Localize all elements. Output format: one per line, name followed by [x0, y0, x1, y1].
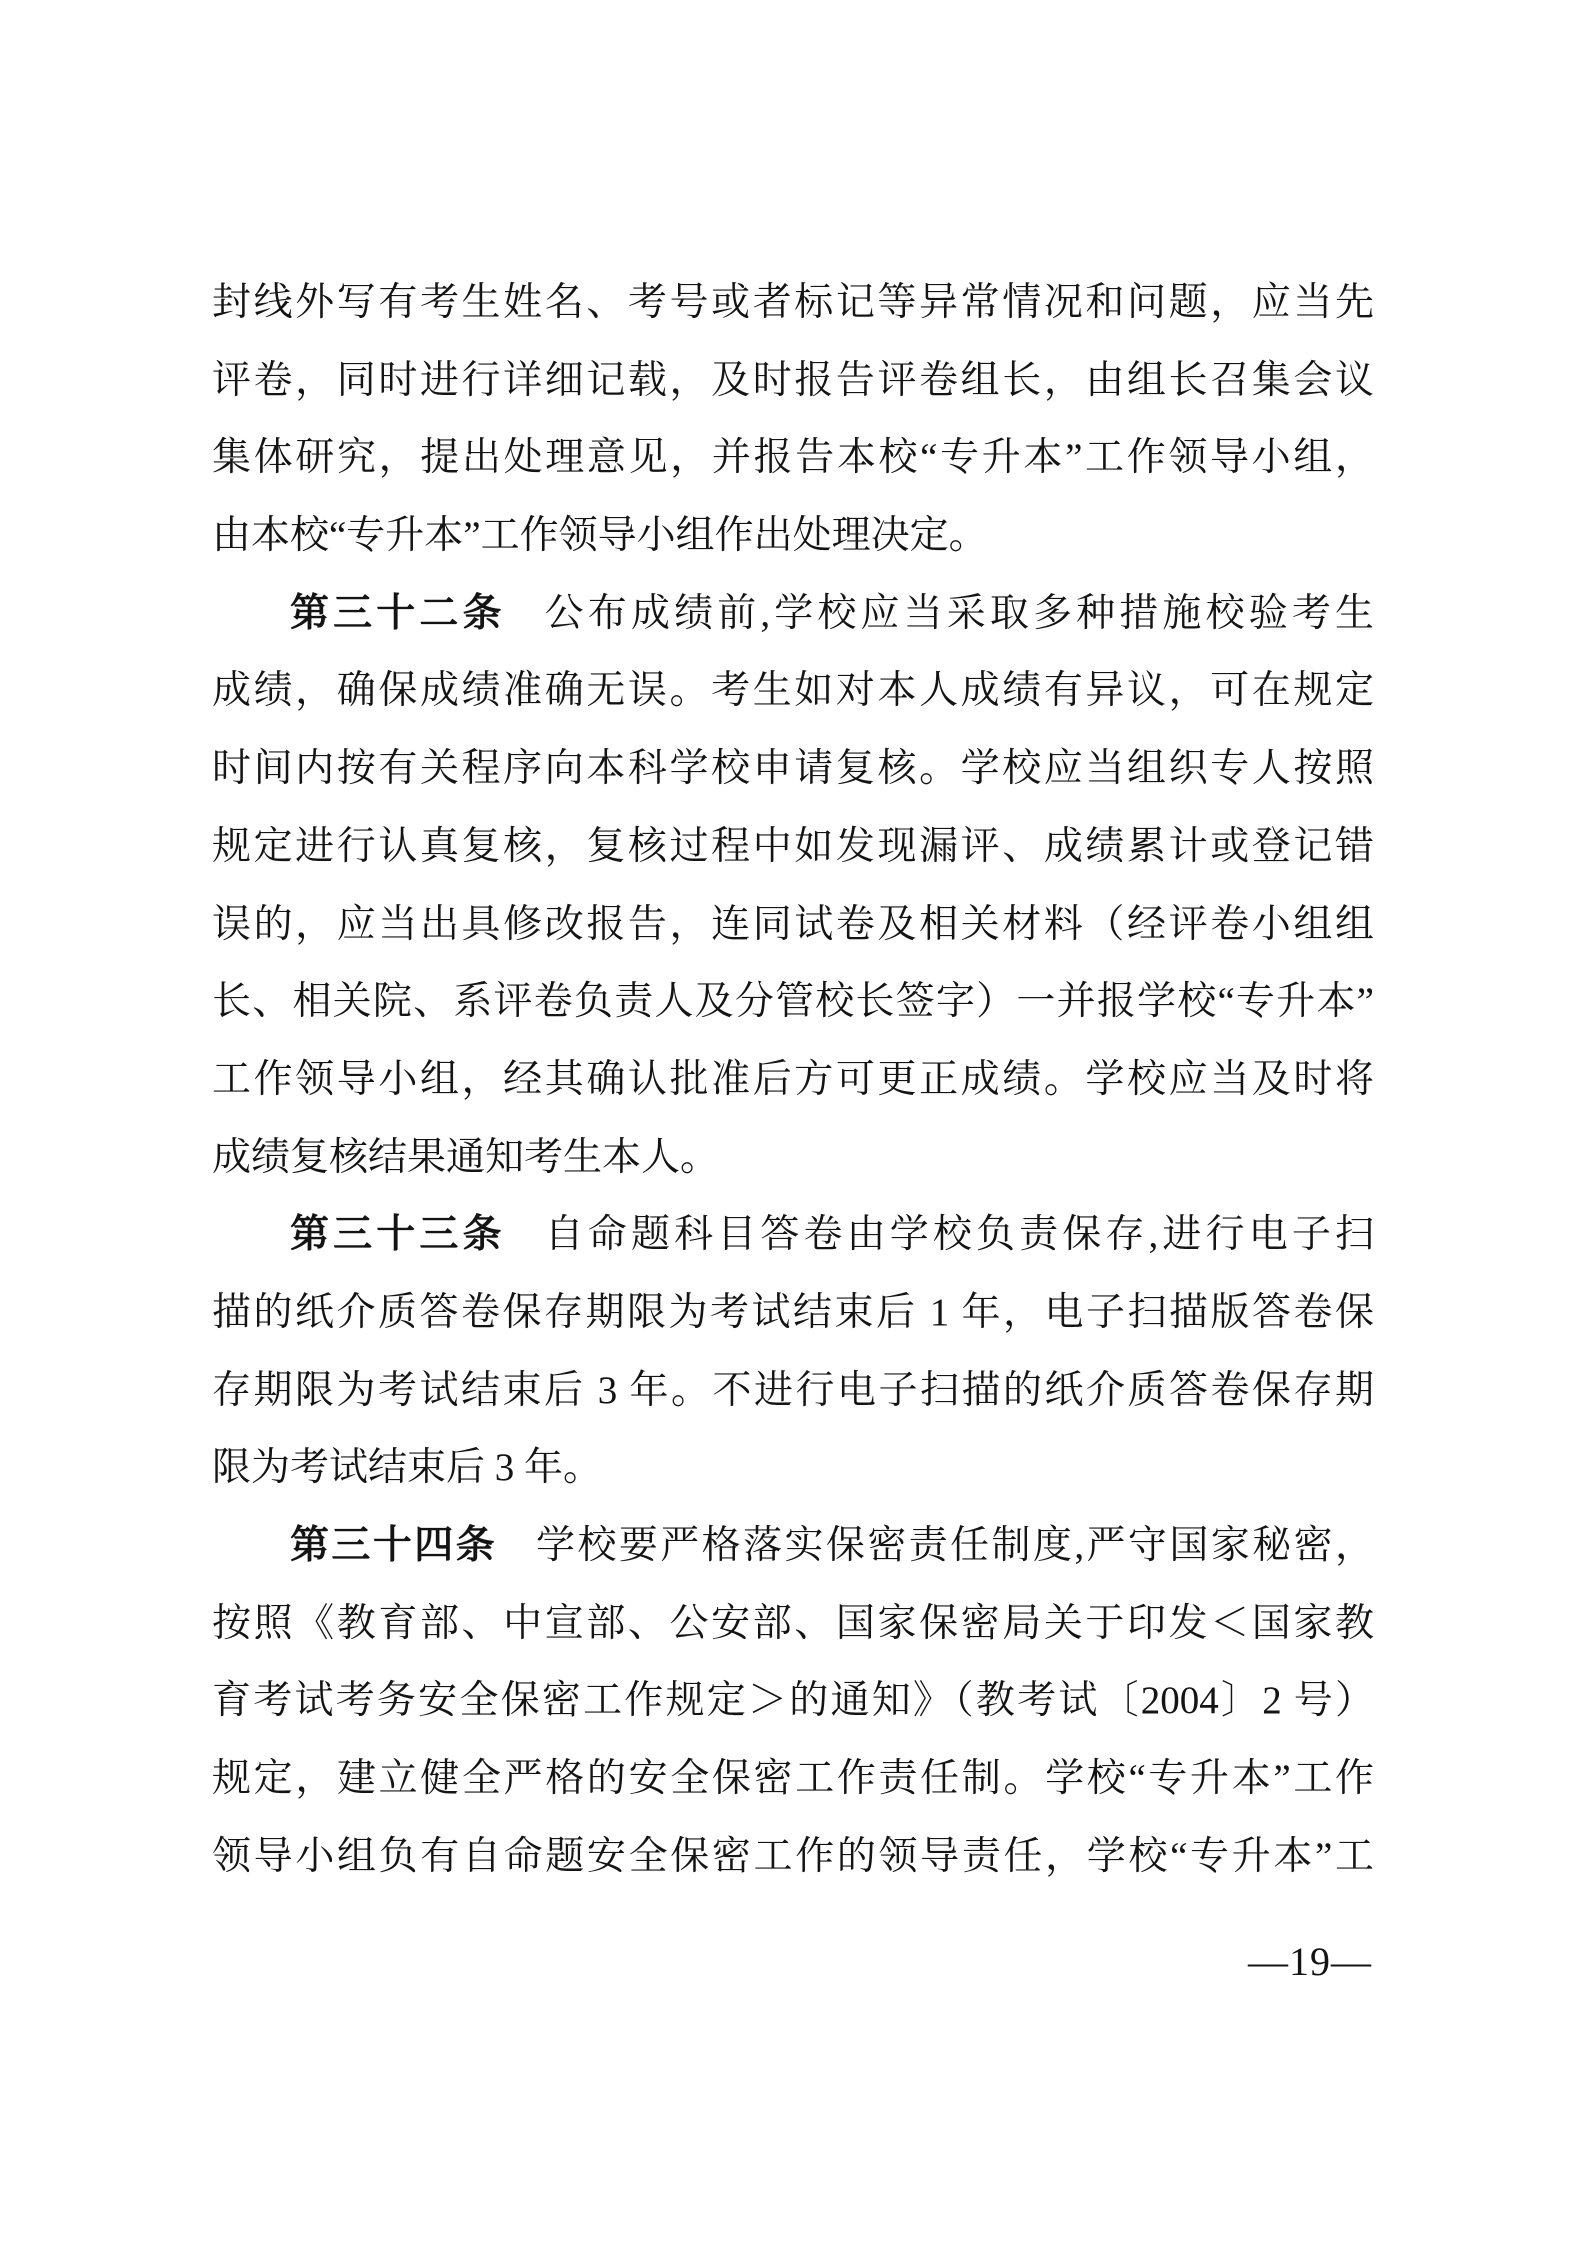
text-line — [212, 342, 1374, 420]
line-text: 规定进行认真复核，复核过程中如发现漏评、成绩累计或登记错 — [212, 824, 1374, 868]
text-line — [212, 730, 1374, 808]
text-line-article-33 — [212, 1196, 1374, 1274]
line-text: 描的纸介质答卷保存期限为考试结束后 1 年，电子扫描版答卷保 — [212, 1290, 1374, 1334]
line-text: 评卷，同时进行详细记载，及时报告评卷组长，由组长召集会议 — [212, 358, 1374, 402]
line-text: 按照《教育部、中宣部、公安部、国家保密局关于印发＜国家教 — [212, 1601, 1374, 1645]
text-line — [212, 1662, 1374, 1740]
text-line — [212, 497, 1374, 575]
line-text: 规定，建立健全严格的安全保密工作责任制。学校“专升本”工作 — [212, 1757, 1374, 1801]
text-line — [212, 652, 1374, 730]
line-text: 工作领导小组，经其确认批准后方可更正成绩。学校应当及时将 — [212, 1057, 1374, 1101]
text-line-article-34 — [212, 1507, 1374, 1585]
line-text: 集体研究，提出处理意见，并报告本校“专升本”工作领导小组， — [212, 436, 1374, 480]
text-line — [212, 1429, 1374, 1507]
article-number-label: 第三十四条 — [290, 1524, 498, 1567]
line-text: 成绩复核结果通知考生本人。 — [212, 1135, 720, 1179]
line-text: 由本校“专升本”工作领导小组作出处理决定。 — [212, 514, 988, 558]
text-line — [212, 1274, 1374, 1352]
line-text: 育考试考务安全保密工作规定＞的通知》（教考试〔2004〕2 号） — [212, 1679, 1374, 1723]
line-text: 误的，应当出具修改报告，连同试卷及相关材料（经评卷小组组 — [212, 902, 1374, 946]
line-text: 限为考试结束后 3 年。 — [212, 1446, 603, 1490]
text-line — [212, 264, 1374, 342]
line-text: 公布成绩前,学校应当采取多种措施校验考生 — [544, 591, 1374, 635]
line-text: 封线外写有考生姓名、考号或者标记等异常情况和问题，应当先 — [212, 281, 1374, 324]
line-text: 长、相关院、系评卷负责人及分管校长签字）一并报学校“专升本” — [212, 980, 1374, 1024]
text-line — [212, 419, 1374, 497]
line-text: 存期限为考试结束后 3 年。不进行电子扫描的纸介质答卷保存期 — [212, 1368, 1374, 1412]
page-number: —19— — [1248, 1939, 1372, 1984]
line-text: 成绩，确保成绩准确无误。考生如对本人成绩有异议，可在规定 — [212, 669, 1374, 713]
line-text: 时间内按有关程序向本科学校申请复核。学校应当组织专人按照 — [212, 747, 1374, 791]
line-text: 自命题科目答卷由学校负责保存,进行电子扫 — [544, 1213, 1374, 1257]
text-line-article-32 — [212, 575, 1374, 653]
line-text: 领导小组负有自命题安全保密工作的领导责任，学校“专升本”工 — [212, 1834, 1374, 1878]
text-line — [212, 1041, 1374, 1119]
text-line — [212, 1818, 1374, 1896]
text-line — [212, 1119, 1374, 1197]
text-line — [212, 963, 1374, 1041]
text-line — [212, 1740, 1374, 1818]
text-line — [212, 886, 1374, 964]
article-number-label: 第三十二条 — [290, 591, 506, 635]
article-number-label: 第三十三条 — [290, 1213, 506, 1257]
text-line — [212, 1352, 1374, 1430]
document-body — [212, 264, 1374, 1895]
line-text: 学校要严格落实保密责任制度,严守国家秘密， — [536, 1524, 1374, 1567]
text-line — [212, 1585, 1374, 1663]
text-line — [212, 808, 1374, 886]
